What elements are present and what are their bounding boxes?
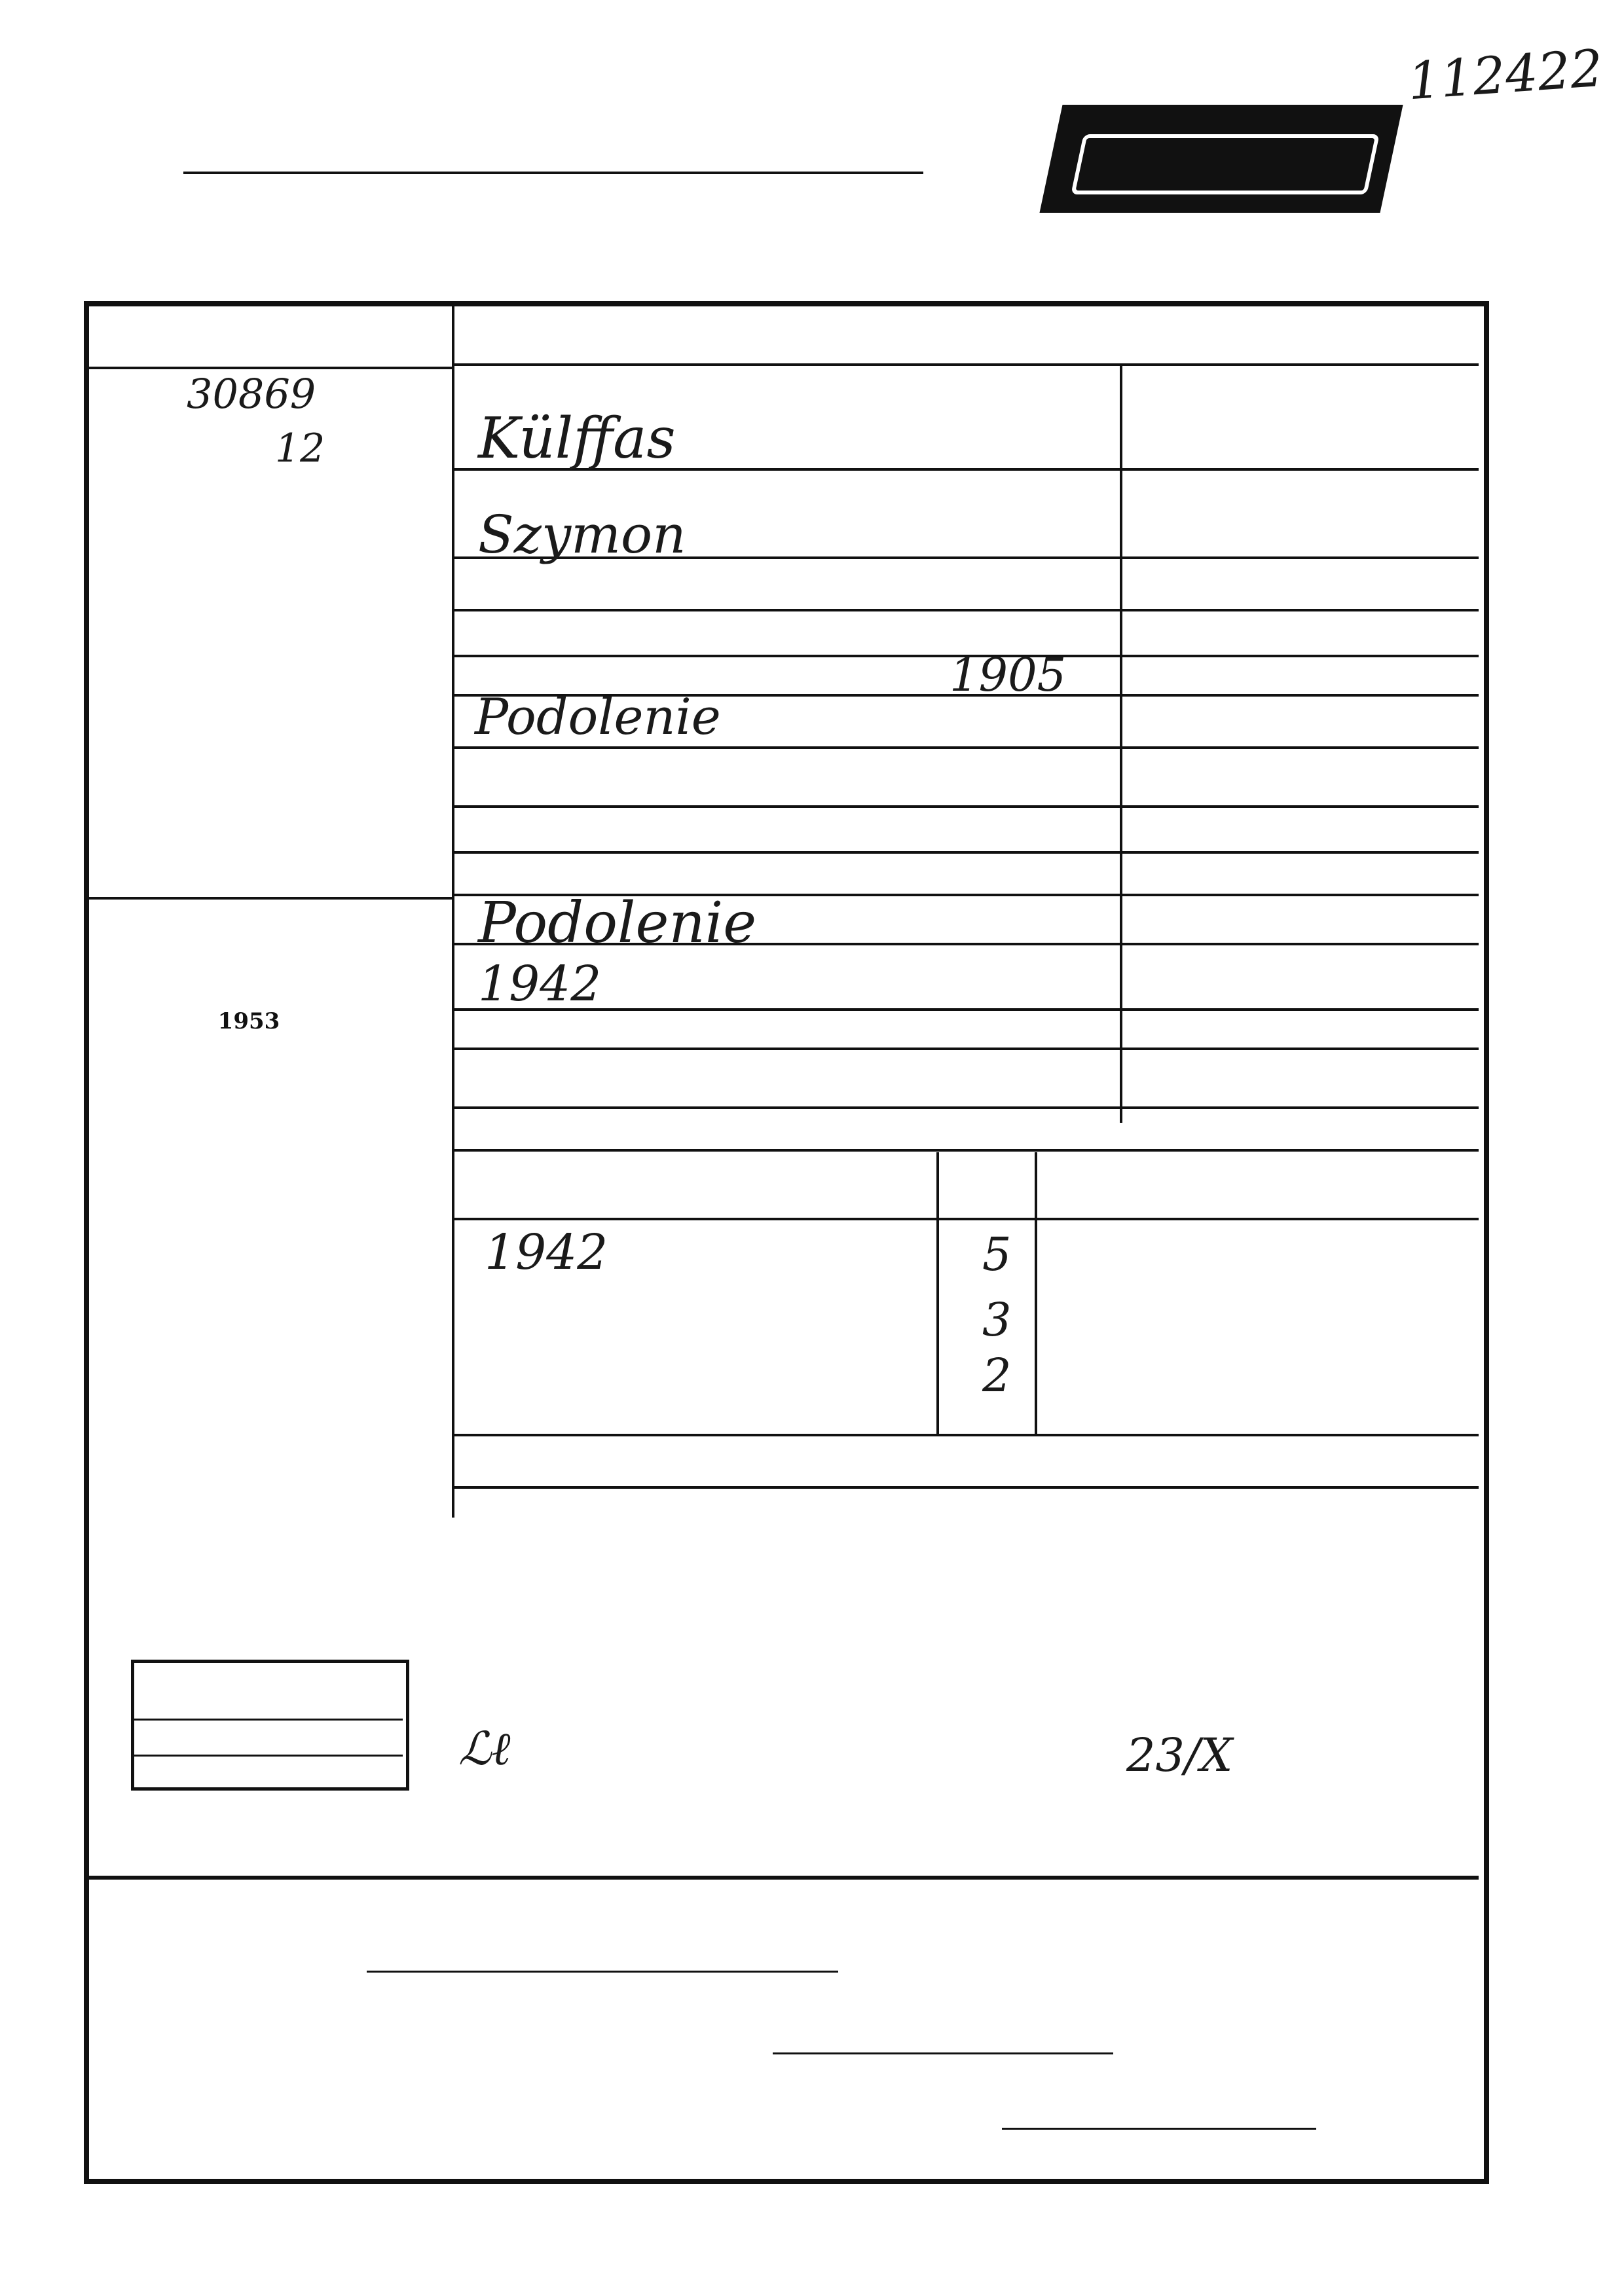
law-year: 1953 — [217, 1008, 280, 1034]
family-name-latin: Külffas — [478, 406, 676, 471]
declaration-date: 23/X — [1126, 1728, 1233, 1782]
death-year: 1942 — [478, 956, 602, 1012]
child-2-age: 3 — [982, 1293, 1012, 1347]
left-column-divider — [452, 306, 454, 1518]
yad-vashem-logo-border — [1071, 134, 1380, 194]
archive-number: 112422 — [1406, 39, 1605, 112]
intro-row-line — [453, 363, 1479, 366]
approval-number: 30869 — [187, 370, 316, 418]
child-1-age: 5 — [982, 1228, 1012, 1281]
birth-year: 1905 — [950, 648, 1067, 702]
approval-sub: 12 — [275, 426, 325, 471]
photo-box-top — [89, 367, 453, 369]
row-11-line — [453, 1008, 1479, 1011]
note-row-line — [453, 1486, 1479, 1489]
row-13-line — [453, 1106, 1479, 1109]
row-6-line — [453, 746, 1479, 749]
row-husband-line — [453, 1149, 1479, 1152]
children-col-2 — [1035, 1152, 1037, 1434]
row-12-line — [453, 1048, 1479, 1050]
footer-row-1 — [367, 1971, 838, 1973]
footer-top-line — [89, 1876, 1479, 1880]
declarant-signature: ℒℓ — [458, 1722, 511, 1776]
photo-box-bottom — [89, 897, 453, 900]
children-table-bottom — [453, 1434, 1479, 1436]
birth-place-latin: Podolenie — [475, 687, 721, 746]
org-underline — [183, 172, 923, 174]
wartime-place-latin: Podolenie — [478, 890, 757, 956]
citizenship-box-line-1 — [134, 1719, 403, 1721]
footer-row-2 — [773, 2052, 1113, 2054]
child-1-year: 1942 — [485, 1224, 608, 1281]
row-3-line — [453, 609, 1479, 611]
photo-area — [98, 498, 439, 864]
row-7-line — [453, 805, 1479, 808]
first-name-latin: Szymon — [478, 504, 686, 565]
children-col-1 — [936, 1152, 939, 1434]
child-3-age: 2 — [982, 1349, 1012, 1402]
children-header-line — [453, 1218, 1479, 1220]
citizenship-box-line-2 — [134, 1755, 403, 1757]
row-8-line — [453, 851, 1479, 854]
citizenship-box — [131, 1660, 409, 1791]
footer-row-3 — [1002, 2128, 1316, 2130]
